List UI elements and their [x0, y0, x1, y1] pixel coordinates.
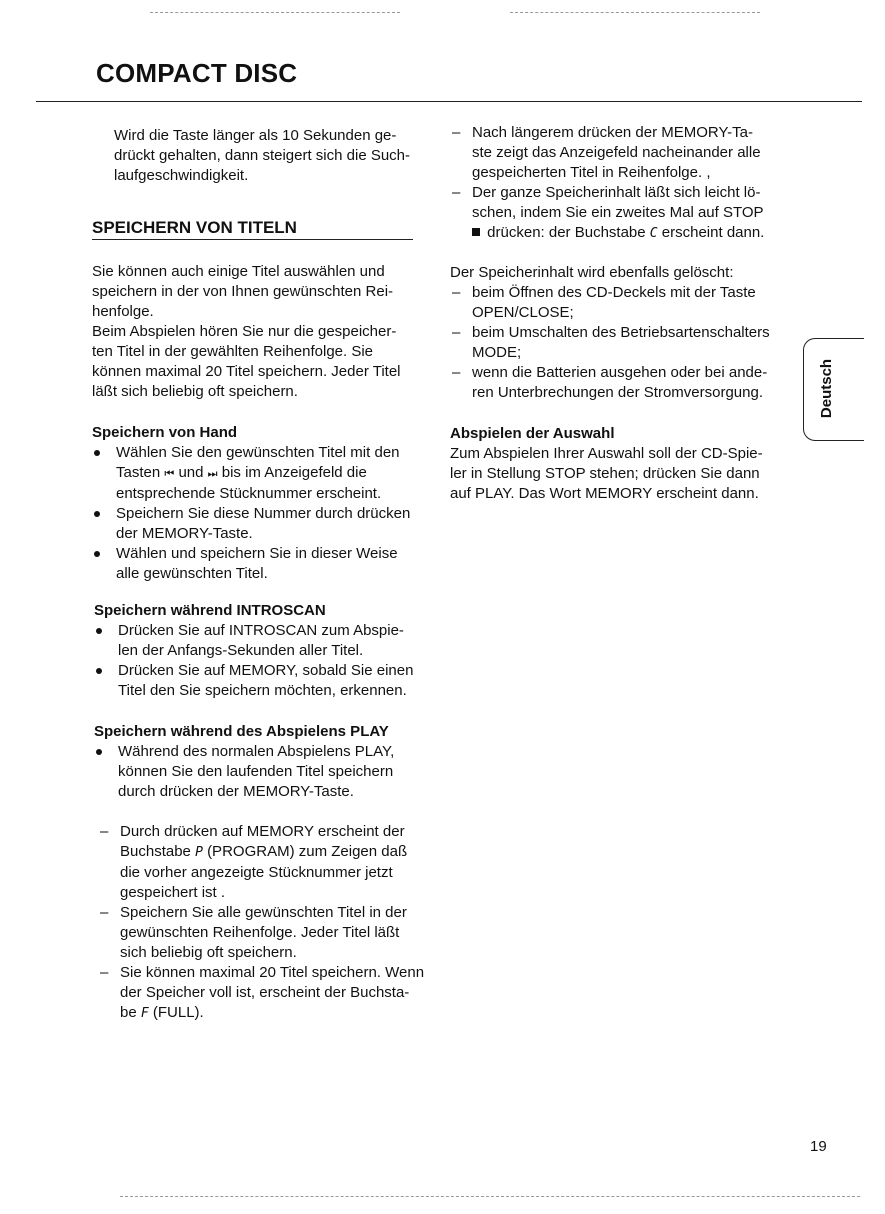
text-line: Beim Abspielen hören Sie nur die gespeicher- [92, 323, 397, 340]
text-line: ler in Stellung STOP stehen; drücken Sie dann [450, 465, 760, 482]
text-fragment: Buchstabe [120, 843, 191, 860]
subheading-introscan: Speichern während INTROSCAN [94, 602, 326, 619]
memory-review-list [450, 123, 790, 244]
list-item [92, 443, 432, 504]
text-fragment: und [178, 464, 204, 481]
prev-track-icon: ⏮ [164, 468, 175, 480]
play-block [94, 722, 434, 802]
text-line: Wird die Taste länger als 10 Sekunden ge- [114, 127, 397, 144]
text-line: Sie können maximal 20 Titel speichern. Wenn [120, 964, 425, 981]
scan-artifact-top [150, 12, 400, 13]
text-line: Der ganze Speicherinhalt läßt sich leicht lö- [472, 184, 761, 201]
text-line: Wählen Sie den gewünschten Titel mit den [116, 444, 400, 461]
bullet-icon [94, 621, 114, 641]
erase-block [450, 263, 790, 403]
bullet-icon [94, 742, 114, 762]
list-item: – Speichern Sie alle gewünschten Titel in der gewünschten Reihenfolge. Jeder Titel läßt sich beliebig oft speichern. [98, 903, 438, 963]
text-line: Speichern Sie diese Nummer durch drücken [116, 505, 411, 522]
text-line: gespeichert ist . [120, 884, 226, 901]
text-line: der Speicher voll ist, erscheint der Buchsta- [120, 984, 410, 1001]
text-line: henfolge. [92, 303, 154, 320]
text-fragment: erscheint dann. [661, 224, 765, 241]
page-title: COMPACT DISC [96, 58, 298, 88]
text-fragment: (FULL). [152, 1004, 204, 1021]
text-fragment: Tasten [116, 464, 161, 481]
text-fragment: bis im Anzeigefeld die [221, 464, 367, 481]
text-line: drückt gehalten, dann steigert sich die Such- [114, 147, 411, 164]
selection-block [450, 424, 790, 504]
intro-paragraph [114, 126, 410, 186]
text-line: wenn die Batterien ausgehen oder bei ande- [472, 364, 768, 381]
bullet-icon [92, 544, 112, 564]
text-line: auf PLAY. Das Wort MEMORY erscheint dann. [450, 485, 759, 502]
subheading-selection: Abspielen der Auswahl [450, 425, 615, 442]
text-line: len der Anfangs-Sekunden aller Titel. [118, 642, 364, 659]
display-p-icon: P [195, 845, 203, 860]
text-line: läßt sich beliebig oft speichern. [92, 383, 298, 400]
list-item [94, 742, 434, 802]
text-line: Wählen und speichern Sie in dieser Weise [116, 545, 398, 562]
list-item: – wenn die Batterien ausgehen oder bei ande- ren Unterbrechungen der Stromversorgung. [450, 363, 790, 403]
text-line [120, 1003, 438, 1024]
text-line: Während des normalen Abspielens PLAY, [118, 743, 395, 760]
list-item [92, 504, 432, 544]
text-line: Nach längerem drücken der MEMORY-Ta- [472, 124, 753, 141]
text-line: beim Öffnen des CD-Deckels mit der Taste [472, 284, 756, 301]
text-line: Speichern Sie alle gewünschten Titel in der [120, 904, 407, 921]
list-item: – beim Öffnen des CD-Deckels mit der Taste OPEN/CLOSE; [450, 283, 790, 323]
text-line: laufgeschwindigkeit. [114, 167, 249, 184]
text-line: die vorher angezeigte Stücknummer jetzt [120, 864, 393, 881]
bullet-icon [92, 504, 112, 524]
section-heading: SPEICHERN VON TITELN [92, 218, 297, 237]
introscan-block [94, 601, 434, 701]
text-line: Der Speicherinhalt wird ebenfalls gelöscht: [450, 264, 734, 281]
list-item [94, 661, 434, 701]
bullet-icon [92, 443, 112, 463]
list-item: – Der ganze Speicherinhalt läßt sich leicht lö- schen, indem Sie ein zweites Mal auf STOP drücken: der Buchstabe C erscheint dann. [450, 183, 790, 244]
list-item: – beim Umschalten des Betriebsartenschalters MODE; [450, 323, 790, 363]
text-line: Durch drücken auf MEMORY erscheint der [120, 823, 405, 840]
page-number: 19 [810, 1138, 827, 1155]
list-item: – Sie können maximal 20 Titel speichern. Wenn der Speicher voll ist, erscheint der Buchsta- be F (FULL). [98, 963, 438, 1024]
bullet-icon [94, 661, 114, 681]
text-line: können maximal 20 Titel speichern. Jeder Titel [92, 363, 401, 380]
list-item: – Nach längerem drücken der MEMORY-Ta- ste zeigt das Anzeigefeld nacheinander alle gespeicherten Titel in Reihenfolge. , [450, 123, 790, 183]
text-line: Sie können auch einige Titel auswählen und [92, 263, 385, 280]
text-line: gewünschten Reihenfolge. Jeder Titel läßt [120, 924, 400, 941]
text-line: speichern in der von Ihnen gewünschten Rei- [92, 283, 394, 300]
text-line: OPEN/CLOSE; [472, 304, 574, 321]
text-line: ten Titel in der gewählten Reihenfolge. Sie [92, 343, 374, 360]
text-line: sich beliebig oft speichern. [120, 944, 297, 961]
scan-artifact-top-right [510, 12, 760, 13]
display-f-icon: F [140, 1006, 149, 1021]
memory-notes-list [98, 822, 438, 1024]
text-line: beim Umschalten des Betriebsartenschalters [472, 324, 770, 341]
subheading-hand: Speichern von Hand [92, 424, 238, 441]
header-rule [36, 101, 862, 102]
text-line: durch drücken der MEMORY-Taste. [118, 783, 354, 800]
text-line [120, 842, 438, 863]
stop-icon [472, 228, 480, 236]
subheading-play: Speichern während des Abspielens PLAY [94, 723, 389, 740]
list-item [92, 544, 432, 584]
text-line: der MEMORY-Taste. [116, 525, 253, 542]
text-line: alle gewünschten Titel. [116, 565, 268, 582]
language-tab-label-wrap [803, 338, 851, 439]
text-fragment: drücken: der Buchstabe [487, 224, 646, 241]
text-line: schen, indem Sie ein zweites Mal auf STOP [472, 204, 764, 221]
hand-block [92, 423, 432, 584]
text-line: ren Unterbrechungen der Stromversorgung. [472, 384, 763, 401]
display-c-icon: C [649, 226, 658, 241]
text-line: Drücken Sie auf INTROSCAN zum Abspie- [118, 622, 404, 639]
list-item: – Durch drücken auf MEMORY erscheint der Buchstabe P (PROGRAM) zum Zeigen daß die vorher angezeigte Stücknummer jetzt gespeichert ist . [98, 822, 438, 903]
scan-artifact-bottom [120, 1196, 860, 1197]
text-fragment: (PROGRAM) zum Zeigen daß [207, 843, 408, 860]
text-line: können Sie den laufenden Titel speichern [118, 763, 394, 780]
list-item [94, 621, 434, 661]
text-line: Titel den Sie speichern möchten, erkennen. [118, 682, 407, 699]
text-fragment: be [120, 1004, 137, 1021]
text-line [472, 223, 790, 244]
next-track-icon: ⏭ [207, 468, 218, 480]
language-tab-label: Deutsch [818, 358, 836, 419]
text-line: gespeicherten Titel in Reihenfolge. , [472, 164, 711, 181]
text-line: Drücken Sie auf MEMORY, sobald Sie einen [118, 662, 414, 679]
text-line: MODE; [472, 344, 522, 361]
text-line: entsprechende Stücknummer erscheint. [116, 485, 382, 502]
text-line: Zum Abspielen Ihrer Auswahl soll der CD-Spie- [450, 445, 763, 462]
text-line: ste zeigt das Anzeigefeld nacheinander alle [472, 144, 761, 161]
section-intro-paragraph [92, 262, 401, 402]
section-heading-underline [92, 239, 413, 240]
text-line [116, 463, 432, 484]
